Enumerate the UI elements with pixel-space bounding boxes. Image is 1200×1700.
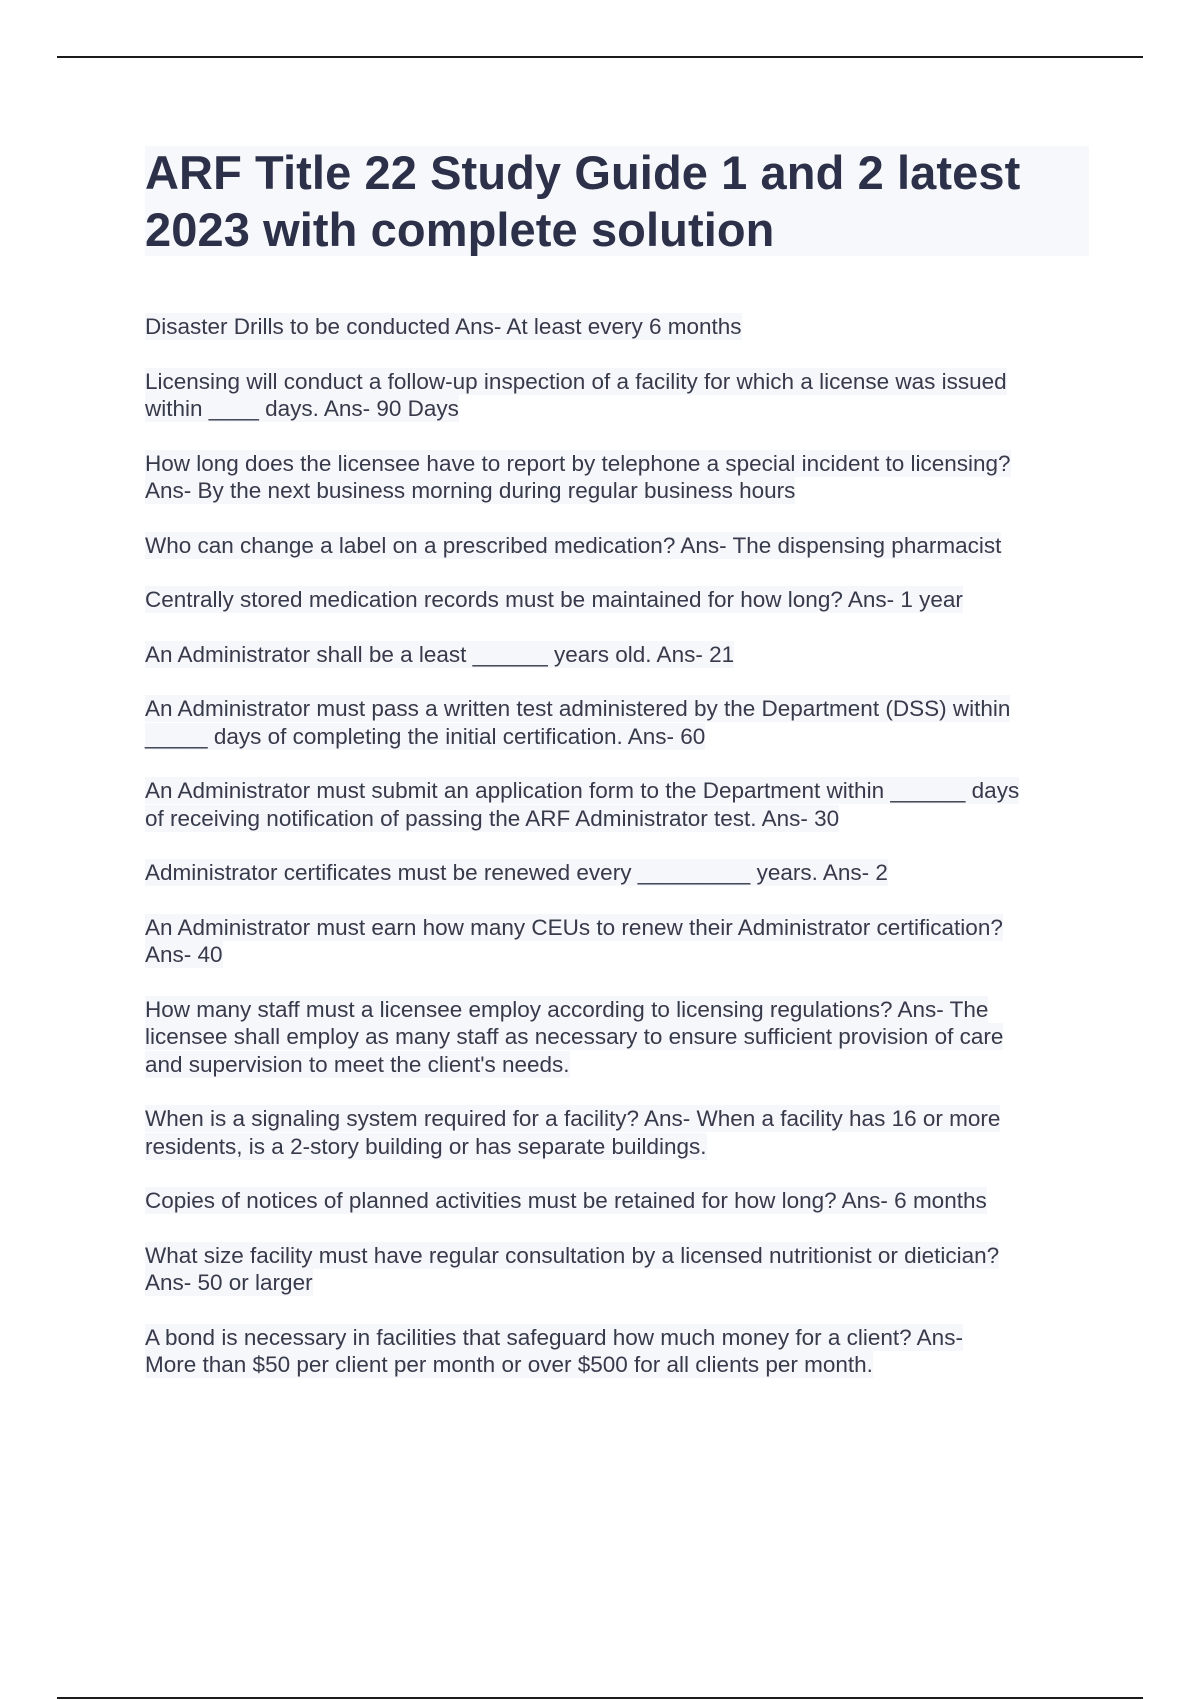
qa-text-line: When is a signaling system required for a facility? Ans- When a facility has 16 or more: [145, 1106, 1001, 1131]
qa-item: [145, 368, 1105, 423]
qa-text-line: A bond is necessary in facilities that safeguard how much money for a client? Ans-: [145, 1324, 963, 1350]
qa-text-line: residents, is a 2-story building or has separate buildings.: [145, 1133, 707, 1159]
qa-item: [145, 1187, 1105, 1215]
qa-text-line: How many staff must a licensee employ according to licensing regulations? Ans- The: [145, 996, 989, 1022]
qa-text-line: How long does the licensee have to report by telephone a special incident to licensing?: [145, 450, 1011, 476]
qa-item: [145, 695, 1105, 750]
qa-item: [145, 1105, 1105, 1160]
qa-item: [145, 532, 1105, 560]
qa-list: [145, 313, 1105, 1406]
qa-text-line: licensee shall employ as many staff as necessary to ensure sufficient provision of care: [145, 1024, 1004, 1049]
qa-item: [145, 859, 1105, 887]
qa-item: [145, 1324, 1105, 1379]
title-line-1: ARF Title 22 Study Guide 1 and 2 latest: [145, 146, 1021, 199]
qa-text: Who can change a label on a prescribed medication? Ans- The dispensing pharmacist: [145, 532, 1002, 558]
qa-item: [145, 313, 1105, 341]
qa-text-line: of receiving notification of passing the ARF Administrator test. Ans- 30: [145, 805, 840, 831]
qa-text-line: Ans- By the next business morning during regular business hours: [145, 478, 796, 503]
qa-item: [145, 996, 1105, 1079]
qa-item: [145, 914, 1105, 969]
qa-text-line: Ans- 40: [145, 942, 223, 967]
qa-text-line: Licensing will conduct a follow-up inspection of a facility for which a license was issued: [145, 368, 1007, 394]
qa-text: An Administrator shall be a least ______ years old. Ans- 21: [145, 641, 735, 667]
qa-text-line: More than $50 per client per month or over $500 for all clients per month.: [145, 1352, 873, 1377]
qa-text-line: Ans- 50 or larger: [145, 1270, 313, 1295]
qa-text: Administrator certificates must be renewed every _________ years. Ans- 2: [145, 860, 888, 885]
qa-text-line: An Administrator must earn how many CEUs to renew their Administrator certification?: [145, 914, 1003, 940]
qa-text: Copies of notices of planned activities must be retained for how long? Ans- 6 months: [145, 1188, 987, 1213]
qa-text: Disaster Drills to be conducted Ans- At least every 6 months: [145, 314, 742, 339]
qa-item: [145, 450, 1105, 505]
qa-item: [145, 586, 1105, 614]
qa-text-line: What size facility must have regular consultation by a licensed nutritionist or dietician?: [145, 1242, 1000, 1268]
bottom-rule: [57, 1697, 1143, 1699]
qa-text-line: An Administrator must submit an application form to the Department within ______ days: [145, 778, 1020, 803]
page-title: [145, 144, 1105, 258]
qa-text-line: within ____ days. Ans- 90 Days: [145, 396, 459, 421]
qa-text-line: An Administrator must pass a written test administered by the Department (DSS) within: [145, 696, 1011, 721]
qa-item: [145, 641, 1105, 669]
top-rule: [57, 56, 1143, 58]
qa-text: Centrally stored medication records must be maintained for how long? Ans- 1 year: [145, 587, 963, 612]
qa-text-line: _____ days of completing the initial certification. Ans- 60: [145, 723, 706, 749]
qa-item: [145, 777, 1105, 832]
qa-item: [145, 1242, 1105, 1297]
title-line-2: 2023 with complete solution: [145, 203, 775, 256]
qa-text-line: and supervision to meet the client's needs.: [145, 1051, 570, 1077]
